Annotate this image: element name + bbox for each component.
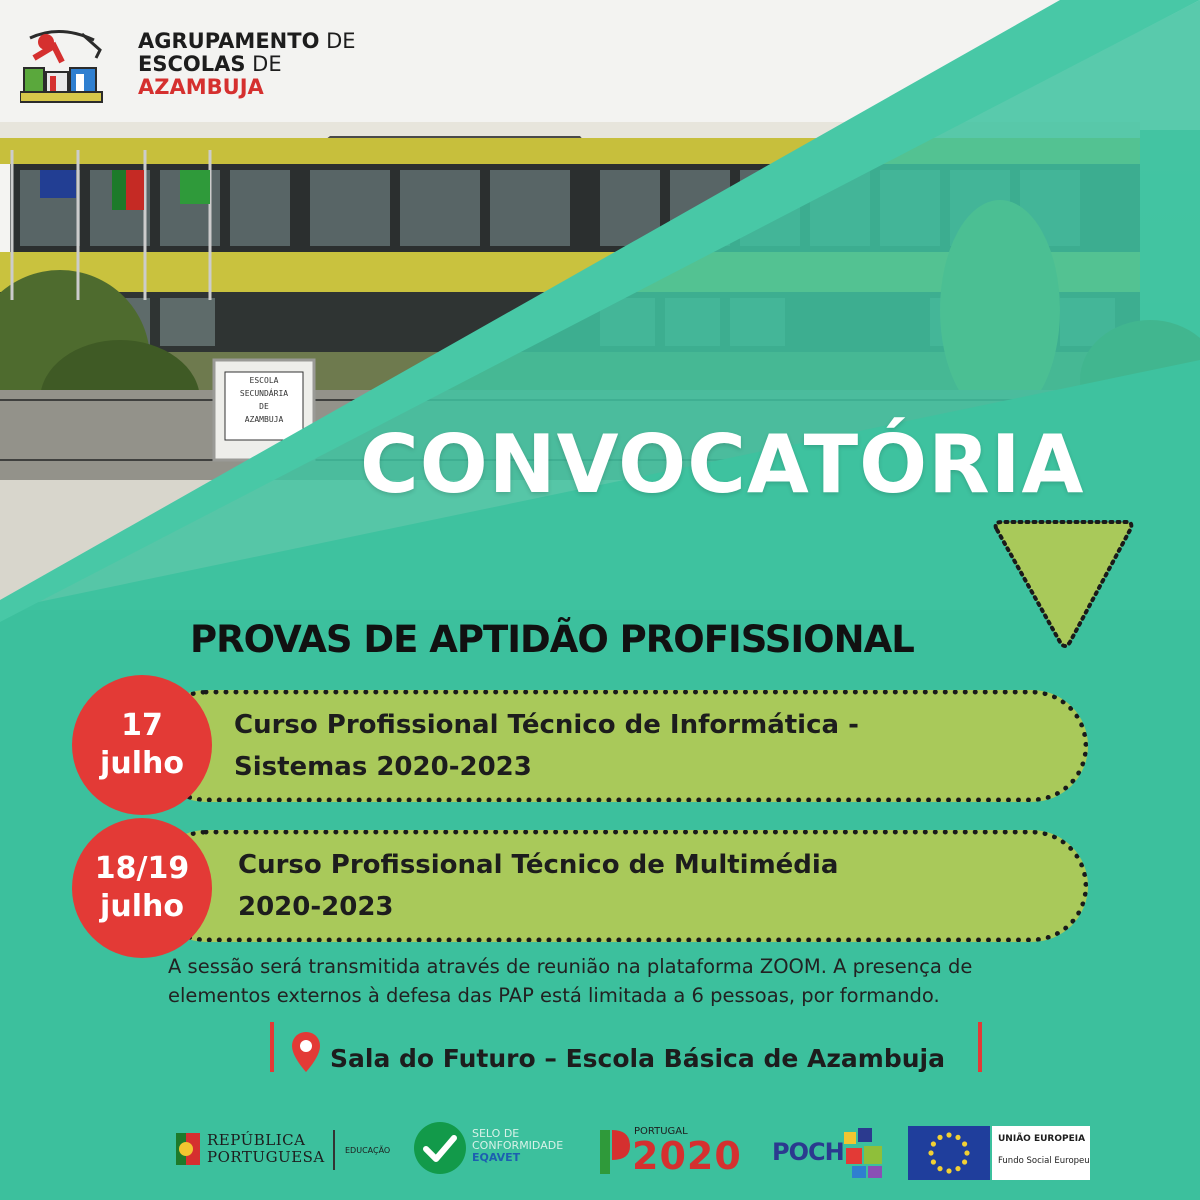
school-sign-line3: DE — [259, 402, 269, 411]
eu-flag-icon — [908, 1126, 990, 1180]
school-sign-line1: ESCOLA — [249, 376, 279, 385]
location-pin-icon — [290, 1030, 322, 1074]
course-title — [238, 844, 838, 928]
coat-of-arms-icon — [175, 1132, 201, 1166]
school-logo — [20, 28, 106, 108]
date-badge — [72, 818, 212, 958]
portugal-2020-logo — [596, 1124, 756, 1178]
republica-line2: PORTUGUESA — [207, 1148, 325, 1166]
course-title-line1: Curso Profissional Técnico de Multimédia — [238, 850, 839, 880]
org-name-line1-de: DE — [319, 29, 356, 53]
educacao-label: EDUCAÇÃO — [345, 1146, 391, 1155]
org-name-line3: AZAMBUJA — [138, 75, 264, 99]
poch-text: POCH — [772, 1138, 844, 1166]
org-name-line1: AGRUPAMENTO — [138, 29, 320, 53]
eqavet-line2: CONFORMIDADE — [472, 1139, 564, 1152]
poch-graphic-icon — [838, 1126, 888, 1180]
course-title — [234, 704, 859, 788]
subtitle: PROVAS DE APTIDÃO PROFISSIONAL — [190, 618, 914, 661]
page-title: CONVOCATÓRIA — [360, 418, 1085, 511]
portugal-2020-icon — [596, 1124, 632, 1178]
divider — [333, 1130, 335, 1170]
eu-line1: UNIÃO EUROPEIA — [998, 1134, 1086, 1144]
date-day: 18/19 — [94, 851, 190, 886]
school-sign — [226, 374, 302, 426]
eqavet-logo — [412, 1120, 572, 1176]
session-note: A sessão será transmitida através de reunião na plataforma ZOOM. A presença de elementos externos à defesa das PAP está limitada a 6 pessoas, por formando. — [168, 955, 973, 1007]
date-day: 17 — [121, 708, 163, 743]
date-month: julho — [100, 889, 184, 924]
course-title-line2: Sistemas 2020-2023 — [234, 752, 532, 782]
eqavet-line1: SELO DE — [472, 1127, 520, 1140]
eu-logo — [908, 1126, 1090, 1180]
portugal-label: PORTUGAL — [634, 1126, 688, 1137]
eu-line2: Fundo Social Europeu — [998, 1156, 1090, 1166]
eu-text-box — [992, 1126, 1090, 1180]
org-name-line2: ESCOLAS — [138, 52, 246, 76]
location-text: Sala do Futuro – Escola Básica de Azambuja — [330, 1044, 945, 1073]
session-2 — [0, 830, 1200, 950]
portugal-year: 2020 — [632, 1134, 742, 1178]
republica-line1: REPÚBLICA — [207, 1131, 306, 1149]
date-badge — [72, 675, 212, 815]
school-sign-line4: AZAMBUJA — [244, 415, 284, 424]
course-title-line2: 2020-2023 — [238, 892, 394, 922]
date-month: julho — [100, 746, 184, 781]
eqavet-line3: EQAVET — [472, 1151, 521, 1164]
org-name — [138, 30, 356, 99]
republica-portuguesa-logo — [175, 1130, 390, 1180]
school-sign-line2: SECUNDÁRIA — [239, 389, 289, 398]
triangle-decoration — [990, 518, 1140, 654]
org-name-line2-de: DE — [245, 52, 282, 76]
checkmark-icon — [412, 1120, 468, 1176]
session-1 — [0, 690, 1200, 810]
poch-logo — [772, 1126, 890, 1180]
course-title-line1: Curso Profissional Técnico de Informática - — [234, 710, 859, 740]
